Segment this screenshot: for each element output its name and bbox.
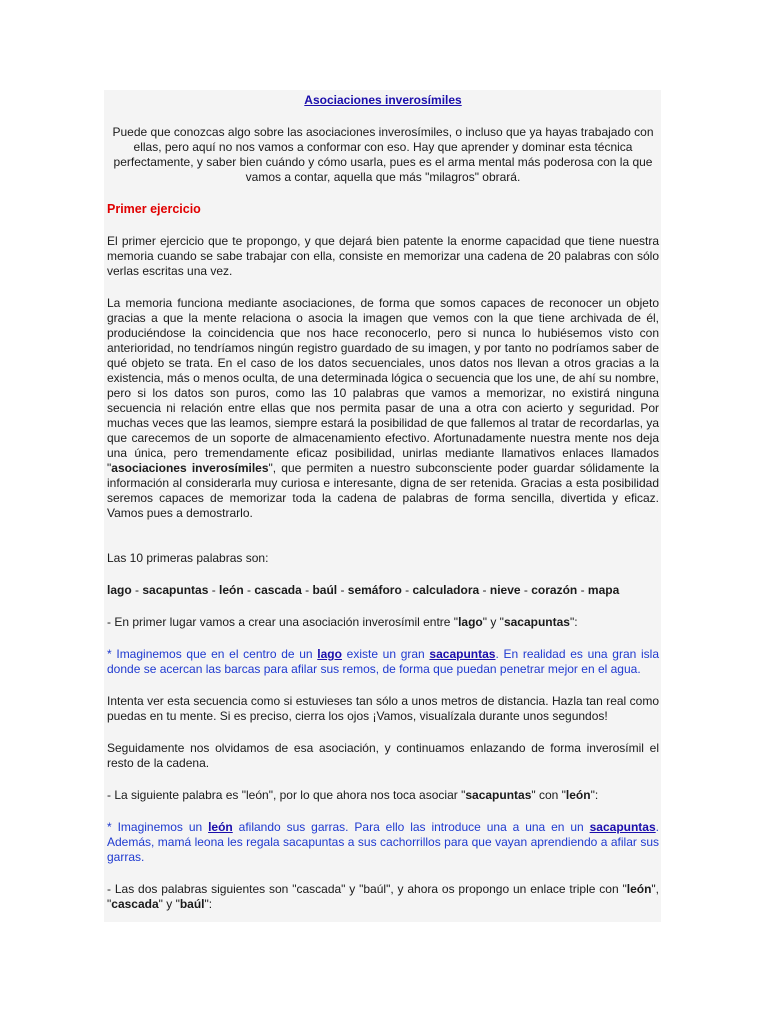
intro-paragraph: Puede que conozcas algo sobre las asociaciones inverosímiles, o incluso que ya hayas trabajado con ellas, pero aquí no nos vamos a conformar con eso. Hay que aprender y dominar esta técnica perfectamente, y saber bien cuándo y cómo usarla, pues es el arma mental más poderosa con la que vamos a contar, aquella que más "milagros" obrará.	[112, 125, 654, 184]
step-1-instruction	[107, 615, 659, 630]
keyword: cascada	[111, 897, 159, 911]
word-separator: -	[577, 583, 588, 597]
association-text: . En realidad es una gran isla donde se acercan las barcas para afilar sus remos, de forma que puedan penetrar mejor en el agua.	[107, 647, 659, 676]
keyword: lago	[458, 615, 483, 629]
word-list-intro: Las 10 primeras palabras son:	[107, 551, 269, 565]
word-list	[107, 583, 659, 598]
keyword: león	[565, 788, 591, 802]
word-list-item: león	[219, 583, 244, 597]
word-list-item: cascada	[254, 583, 302, 597]
keyword-link[interactable]: sacapuntas	[429, 647, 496, 661]
word-separator: -	[208, 583, 220, 597]
word-list-item: baúl	[312, 583, 338, 597]
section-heading: Primer ejercicio	[107, 202, 201, 216]
word-separator: -	[479, 583, 490, 597]
association-text: * Imaginemos que en el centro de un	[107, 647, 318, 661]
document-page	[104, 90, 661, 922]
word-separator: -	[401, 583, 413, 597]
paragraph-forget: Seguidamente nos olvidamos de esa asociación, y continuamos enlazando de forma inverosímil el resto de la cadena.	[107, 741, 659, 770]
word-list-item: calculadora	[412, 583, 480, 597]
word-separator: -	[301, 583, 313, 597]
page-title	[107, 93, 659, 108]
word-list-item: mapa	[587, 583, 620, 597]
step-2-instruction	[107, 788, 659, 803]
step-text: ", "	[107, 882, 659, 911]
step-3-instruction	[107, 882, 659, 912]
step-text: " y "	[158, 897, 180, 911]
title-link[interactable]: Asociaciones inverosímiles	[304, 93, 462, 107]
word-separator: -	[243, 583, 255, 597]
keyword-link[interactable]: lago	[317, 647, 342, 661]
keyword-link[interactable]: león	[208, 820, 233, 834]
step-text: ":	[204, 897, 213, 911]
step-text: - La siguiente palabra es "león", por lo que ahora nos toca asociar "	[107, 788, 466, 802]
keyword: león	[626, 882, 652, 896]
paragraph-visualize: Intenta ver esta secuencia como si estuvieses tan sólo a unos metros de distancia. Hazla tan real como puedas en tu mente. Si es preciso, cierra los ojos ¡Vamos, visualízala durante unos segundos!	[107, 694, 659, 723]
paragraph-text: ", que permiten a nuestro subconsciente poder guardar sólidamente la información al considerarla muy curiosa e interesante, digna de ser retenida. Gracias a esta posibilidad seremos capaces de memorizar toda la cadena de palabras de forma sencilla, divertida y eficaz. Vamos pues a demostrarlo.	[107, 461, 659, 520]
step-text: - En primer lugar vamos a crear una asociación inverosímil entre "	[107, 615, 459, 629]
keyword-link[interactable]: sacapuntas	[589, 820, 656, 834]
keyword: sacapuntas	[465, 788, 532, 802]
association-2	[107, 820, 659, 865]
word-separator: -	[520, 583, 532, 597]
step-text: " y "	[482, 615, 504, 629]
word-list-item: lago	[107, 583, 132, 597]
step-text: - Las dos palabras siguientes son "cascada" y "baúl", y ahora os propongo un enlace triple con "	[107, 882, 627, 896]
association-1	[107, 647, 659, 677]
association-text: afilando sus garras. Para ello las introduce una a una en un	[232, 820, 590, 834]
paragraph-text: La memoria funciona mediante asociaciones, de forma que somos capaces de reconocer un objeto gracias a que la mente relaciona o asocia la imagen que vemos con la que tiene archivada de él, produciéndose la coincidencia que nos hace reconocerlo, pero si nunca lo hubiésemos visto con anterioridad, no tendríamos ningún registro guardado de su imagen, y por tanto no podríamos saber de qué objeto se trata. En el caso de los datos secuenciales, unos datos nos llevan a otros gracias a la existencia, más o menos oculta, de una determinada lógica o secuencia que los une, de ahí su nombre, pero si los datos son puros, como las 10 palabras que vamos a memorizar, no existirá ninguna secuencia ni relación entre ellas que nos permita pasar de una a otra con acierto y seguridad. Por muchas veces que las leamos, siempre estará la posibilidad de que fallemos al tratar de recordarlas, ya que carecemos de un soporte de almacenamiento efectivo. Afortunadamente nuestra mente nos deja una única, pero tremendamente eficaz posibilidad, unirlas mediante llamativos enlaces llamados "	[107, 296, 659, 475]
word-separator: -	[337, 583, 348, 597]
keyword: baúl	[179, 897, 205, 911]
step-text: ":	[569, 615, 578, 629]
association-text: . Además, mamá leona les regala sacapuntas a sus cachorrillos para que vayan aprendiendo a afilar sus garras.	[107, 820, 659, 864]
step-text: " con "	[531, 788, 566, 802]
word-list-item: semáforo	[347, 583, 402, 597]
step-text: ":	[590, 788, 599, 802]
paragraph-exercise-intro: El primer ejercicio que te propongo, y que dejará bien patente la enorme capacidad que tiene nuestra memoria cuando se sabe trabajar con ella, consiste en memorizar una cadena de 20 palabras con sólo verlas escritas una vez.	[107, 234, 659, 278]
word-list-item: corazón	[531, 583, 578, 597]
document-content	[107, 93, 659, 912]
association-text: existe un gran	[341, 647, 430, 661]
paragraph-memory-associations	[107, 296, 659, 521]
word-list-item: nieve	[489, 583, 521, 597]
keyword: sacapuntas	[503, 615, 570, 629]
word-separator: -	[131, 583, 143, 597]
word-list-item: sacapuntas	[142, 583, 209, 597]
association-text: * Imaginemos un	[107, 820, 209, 834]
bold-term: asociaciones inverosímiles	[111, 461, 269, 475]
